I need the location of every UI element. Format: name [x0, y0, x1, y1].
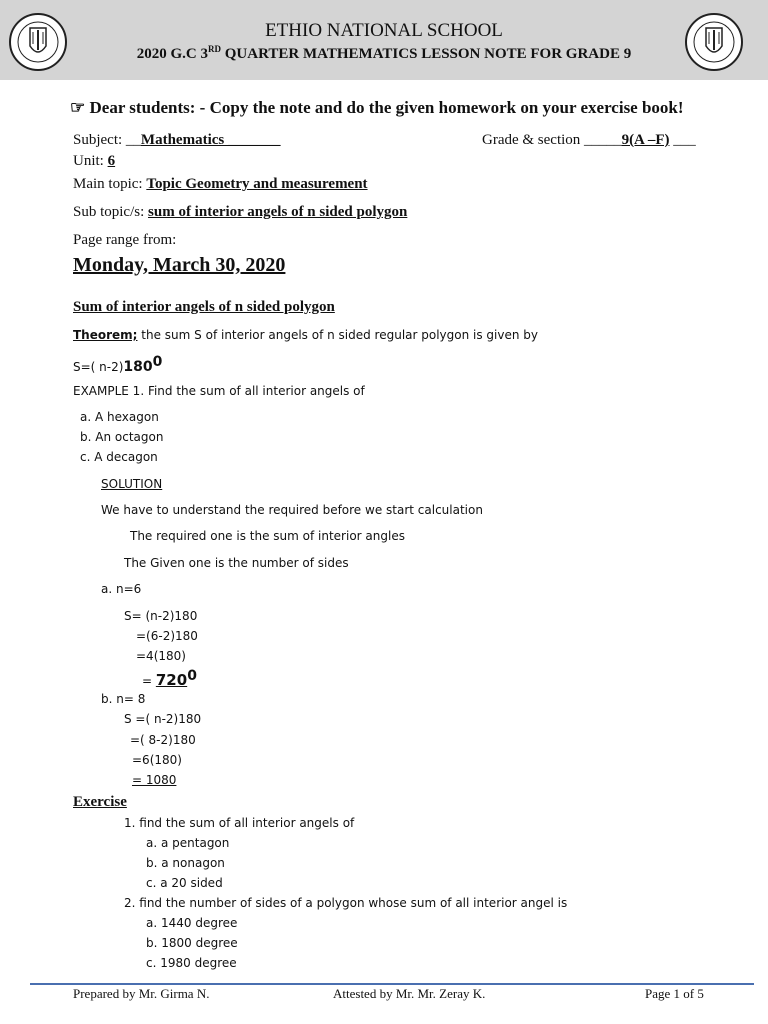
school-seal-icon	[684, 12, 744, 72]
page-range-line: Page range from:	[73, 232, 177, 248]
theorem: Theorem; the sum S of interior angels of n sided regular polygon is given by	[73, 328, 539, 342]
list-item: b. a nonagon	[146, 856, 225, 870]
lesson-date: Monday, March 30, 2020	[73, 254, 286, 276]
intro-instruction: ☞ Dear students: - Copy the note and do the given homework on your exercise book!	[70, 98, 684, 117]
list-item: a. 1440 degree	[146, 916, 238, 930]
subject-line: Subject: __Mathematics _______	[73, 132, 281, 148]
work-line: =(6-2)180	[136, 629, 198, 643]
work-line: =4(180)	[136, 649, 186, 663]
part-a-result: = $720^0$	[142, 668, 197, 689]
work-line: =6(180)	[132, 753, 182, 767]
lesson-subtitle: 2020 G.C 3RD QUARTER MATHEMATICS LESSON NOTE FOR GRADE 9	[136, 44, 632, 62]
list-item: c. 1980 degree	[146, 956, 237, 970]
exercise-question: 2. find the number of sides of a polygon whose sum of all interior angel is	[124, 896, 568, 910]
attested-by: Attested by Mr. Mr. Zeray K.	[333, 986, 486, 1001]
exercise-heading: Exercise	[73, 794, 127, 810]
list-item: c. a 20 sided	[146, 876, 223, 890]
school-name: ETHIO NATIONAL SCHOOL	[265, 20, 503, 41]
part-a-label: a. n=6	[101, 582, 142, 596]
solution-line: The Given one is the number of sides	[124, 556, 349, 570]
page-number: Page 1 of 5	[645, 986, 704, 1001]
example-prompt: EXAMPLE 1. Find the sum of all interior angels of	[73, 384, 365, 398]
work-line: S =( n-2)180	[124, 712, 202, 726]
list-item: b. 1800 degree	[146, 936, 238, 950]
grade-line: Grade & section _____9(A –F) ___	[482, 132, 696, 148]
exercise-question: 1. find the sum of all interior angels of	[124, 816, 355, 830]
page-header	[0, 0, 768, 80]
part-b-label: b. n= 8	[101, 692, 146, 706]
list-item: a. a pentagon	[146, 836, 230, 850]
list-item: b. An octagon	[80, 430, 164, 444]
formula: S=( $n-2)180^0$	[73, 354, 163, 375]
solution-label: SOLUTION	[101, 477, 163, 491]
footer-divider	[30, 983, 754, 985]
work-line: =( 8-2)180	[130, 733, 196, 747]
solution-line: The required one is the sum of interior angles	[130, 529, 405, 543]
sub-topic-line: Sub topic/s: sum of interior angels of n sided polygon	[73, 204, 408, 220]
work-line: S= (n-2)180	[124, 609, 198, 623]
lesson-heading: Sum of interior angels of n sided polygon	[73, 299, 335, 315]
prepared-by: Prepared by Mr. Girma N.	[73, 986, 210, 1001]
list-item: a. A hexagon	[80, 410, 159, 424]
part-b-result: = 1080	[132, 773, 177, 787]
list-item: c. A decagon	[80, 450, 158, 464]
unit-line: Unit: 6	[73, 153, 116, 169]
main-topic-line: Main topic: Topic Geometry and measurement	[73, 176, 368, 192]
solution-line: We have to understand the required before we start calculation	[101, 503, 483, 517]
